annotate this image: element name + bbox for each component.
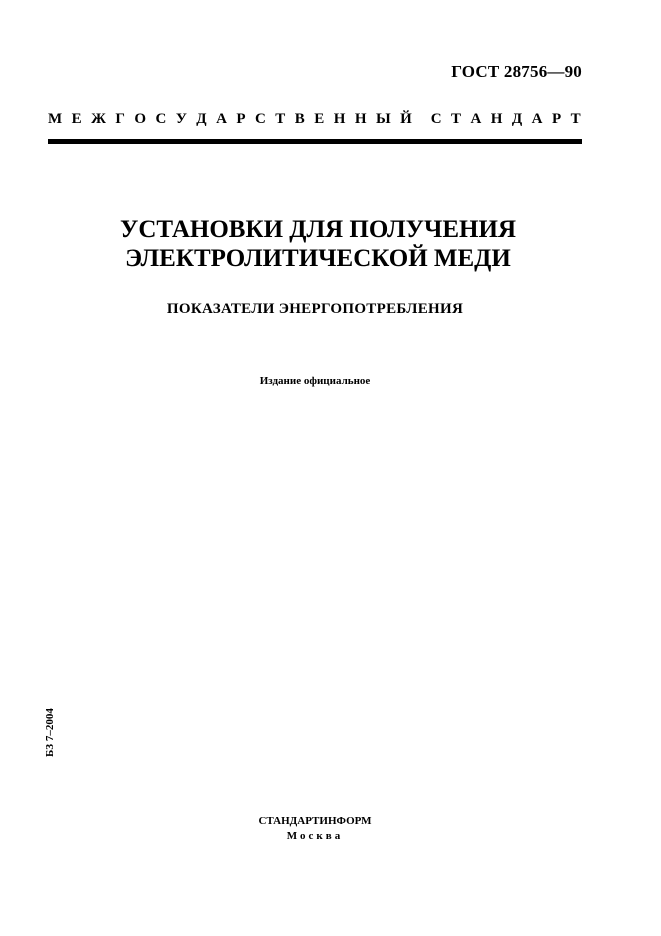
title-line: УСТАНОВКИ ДЛЯ ПОЛУЧЕНИЯ <box>120 216 516 243</box>
header-letter: Ы <box>375 111 391 127</box>
header-letter: С <box>430 111 442 127</box>
header-letter: А <box>470 111 482 127</box>
header-letter: Ж <box>91 111 106 127</box>
header-rule <box>48 139 582 144</box>
header-letter: Р <box>551 111 562 127</box>
publisher-block <box>0 815 630 842</box>
header-letter: У <box>175 111 187 127</box>
header-letter: Н <box>354 111 367 127</box>
header-letter: Д <box>196 111 207 127</box>
side-code: БЗ 7–2004 <box>44 708 56 757</box>
header-letter: Е <box>314 111 325 127</box>
header-letter: С <box>254 111 266 127</box>
header-letter: А <box>531 111 543 127</box>
header-letter: В <box>294 111 305 127</box>
header-letter: Т <box>570 111 581 127</box>
header-letter: Е <box>71 111 82 127</box>
header-letter: Р <box>236 111 246 127</box>
header-letter: Н <box>490 111 503 127</box>
header-letter: М <box>48 111 63 127</box>
document-title <box>0 215 636 273</box>
gost-number: ГОСТ 28756—90 <box>451 62 582 81</box>
document-subtitle: ПОКАЗАТЕЛИ ЭНЕРГОПОТРЕБЛЕНИЯ <box>166 301 464 317</box>
interstate-standard-header <box>48 111 581 128</box>
header-letter: Т <box>275 111 286 127</box>
header-letter: Т <box>451 111 462 127</box>
publisher-city: Москва <box>286 830 344 842</box>
header-letter: О <box>134 111 147 127</box>
publisher-name: СТАНДАРТИНФОРМ <box>258 815 372 827</box>
header-letter: А <box>216 111 227 127</box>
header-letter: Д <box>511 111 523 127</box>
header-letter: С <box>155 111 167 127</box>
header-letter: Н <box>333 111 346 127</box>
title-line: ЭЛЕКТРОЛИТИЧЕСКОЙ МЕДИ <box>125 245 511 272</box>
edition-note: Издание официальное <box>259 375 371 387</box>
header-letter: Й <box>400 111 412 127</box>
header-letter: Г <box>115 111 125 127</box>
